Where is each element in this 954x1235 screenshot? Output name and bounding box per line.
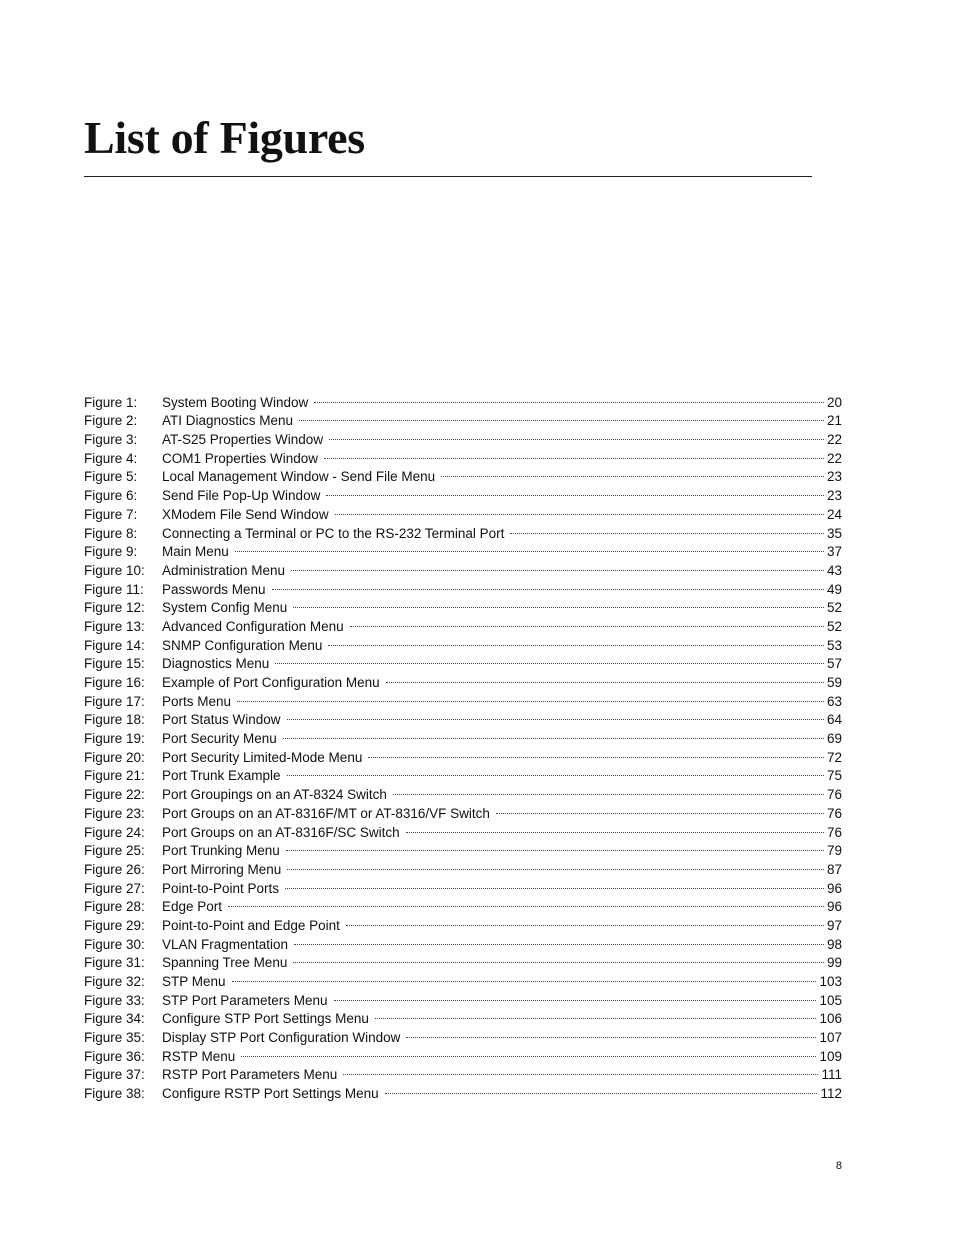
figure-page-number: 23 [826, 488, 842, 504]
figure-page-number: 22 [826, 432, 842, 448]
figure-title: Local Management Window - Send File Menu [162, 469, 436, 485]
figure-page-number: 105 [819, 992, 842, 1008]
title-divider [84, 176, 812, 177]
figure-number: Figure 31: [84, 955, 145, 971]
figure-page-number: 72 [826, 749, 842, 765]
figure-page-number: 76 [826, 824, 842, 840]
figure-number: Figure 2: [84, 413, 138, 429]
figure-number: Figure 8: [84, 525, 138, 541]
dot-leader [510, 519, 824, 538]
figure-page-number: 76 [826, 805, 842, 821]
figure-number: Figure 23: [84, 805, 145, 821]
figure-title: Configure STP Port Settings Menu [162, 1011, 369, 1027]
figure-title: Port Security Limited-Mode Menu [162, 749, 363, 765]
dot-leader [324, 444, 824, 463]
figure-page-number: 63 [826, 693, 842, 709]
figure-number: Figure 9: [84, 544, 138, 560]
figure-number: Figure 25: [84, 843, 145, 859]
figure-number: Figure 12: [84, 600, 145, 616]
figure-title: Point-to-Point and Edge Point [162, 917, 340, 933]
figure-number: Figure 30: [84, 936, 145, 952]
figure-number: Figure 21: [84, 768, 145, 784]
dot-leader [343, 1061, 818, 1080]
figure-title: XModem File Send Window [162, 506, 329, 522]
dot-leader [334, 986, 817, 1005]
figure-page-number: 52 [826, 618, 842, 634]
figure-number: Figure 32: [84, 974, 145, 989]
figure-page-number: 57 [826, 656, 842, 672]
figure-number: Figure 7: [84, 506, 138, 522]
figure-page-number: 87 [826, 861, 842, 877]
figure-number: Figure 33: [84, 992, 145, 1008]
figure-title: Connecting a Terminal or PC to the RS-232 Terminal Port [162, 525, 505, 541]
dot-leader [241, 1042, 816, 1061]
figure-title: Advanced Configuration Menu [162, 618, 344, 634]
figure-number: Figure 29: [84, 917, 145, 933]
figure-page-number: 37 [826, 544, 842, 560]
dot-leader [368, 743, 824, 762]
figure-number: Figure 19: [84, 731, 145, 747]
figure-page-number: 22 [826, 450, 842, 466]
figure-title: Port Trunking Menu [162, 843, 280, 859]
figure-page-number: 106 [819, 1011, 842, 1027]
figure-page-number: 59 [826, 675, 842, 690]
figure-title: ATI Diagnostics Menu [162, 413, 294, 429]
dot-leader [385, 1079, 818, 1098]
figure-number: Figure 22: [84, 787, 145, 803]
figure-title: Ports Menu [162, 693, 232, 709]
figure-title: Display STP Port Configuration Window [162, 1030, 401, 1046]
figure-title: System Booting Window [162, 394, 309, 410]
figure-page-number: 21 [826, 413, 842, 429]
dot-leader [346, 911, 824, 930]
figure-page-number: 96 [826, 880, 842, 896]
figure-number: Figure 17: [84, 693, 145, 709]
figure-number: Figure 10: [84, 562, 145, 578]
figure-page-number: 52 [826, 600, 842, 616]
figure-number: Figure 15: [84, 656, 145, 672]
dot-leader [406, 818, 824, 837]
figure-title: SNMP Configuration Menu [162, 637, 323, 653]
figure-title: Spanning Tree Menu [162, 955, 288, 971]
figure-number: Figure 16: [84, 675, 145, 690]
dot-leader [272, 575, 824, 594]
figure-page-number: 96 [826, 899, 842, 915]
figure-page-number: 24 [826, 506, 842, 522]
figure-page-number: 79 [826, 843, 842, 859]
figures-list [84, 388, 842, 1102]
figure-title: Diagnostics Menu [162, 656, 270, 672]
figure-title: Example of Port Configuration Menu [162, 675, 380, 690]
figure-title: Port Groupings on an AT-8324 Switch [162, 787, 387, 803]
figure-number: Figure 6: [84, 488, 138, 504]
figure-title: COM1 Properties Window [162, 450, 319, 466]
figure-number: Figure 26: [84, 861, 145, 877]
dot-leader [287, 855, 824, 874]
figure-title: Main Menu [162, 544, 229, 560]
figure-title: STP Menu [162, 974, 226, 989]
figure-title: Port Trunk Example [162, 768, 281, 784]
dot-leader [232, 967, 817, 986]
dot-leader [294, 930, 824, 949]
page-title: List of Figures [84, 112, 365, 163]
figure-page-number: 20 [826, 394, 842, 410]
figure-page-number: 64 [826, 712, 842, 728]
dot-leader [329, 425, 824, 444]
figure-title: Port Security Menu [162, 731, 277, 747]
figure-page-number: 76 [826, 787, 842, 803]
figure-entry[interactable] [84, 388, 842, 410]
figure-title: Port Mirroring Menu [162, 861, 282, 877]
figure-number: Figure 4: [84, 450, 138, 466]
dot-leader [283, 724, 824, 743]
dot-leader [328, 631, 824, 650]
dot-leader [386, 668, 824, 687]
figure-number: Figure 35: [84, 1030, 145, 1046]
dot-leader [441, 463, 824, 482]
figure-page-number: 35 [826, 525, 842, 541]
figure-title: Edge Port [162, 899, 223, 915]
dot-leader [350, 612, 824, 631]
figure-title: AT-S25 Properties Window [162, 432, 324, 448]
dot-leader [285, 874, 824, 893]
figure-page-number: 69 [826, 731, 842, 747]
dot-leader [228, 893, 824, 912]
figure-page-number: 23 [826, 469, 842, 485]
figure-title: Administration Menu [162, 562, 286, 578]
figure-page-number: 99 [826, 955, 842, 971]
figure-title: Send File Pop-Up Window [162, 488, 321, 504]
figure-title: VLAN Fragmentation [162, 936, 289, 952]
dot-leader [235, 538, 824, 557]
figure-number: Figure 3: [84, 432, 138, 448]
figure-number: Figure 11: [84, 581, 144, 597]
figure-title: System Config Menu [162, 600, 288, 616]
dot-leader [287, 762, 824, 781]
figure-number: Figure 18: [84, 712, 145, 728]
figure-page-number: 107 [819, 1030, 842, 1046]
page-number: 8 [835, 1160, 842, 1172]
dot-leader [406, 1023, 816, 1042]
dot-leader [496, 799, 824, 818]
figure-number: Figure 36: [84, 1048, 145, 1064]
figure-number: Figure 24: [84, 824, 145, 840]
figure-page-number: 53 [826, 637, 842, 653]
figure-number: Figure 1: [84, 394, 138, 410]
figure-number: Figure 5: [84, 469, 138, 485]
figure-title: Port Groups on an AT-8316F/SC Switch [162, 824, 400, 840]
dot-leader [291, 556, 824, 575]
dot-leader [314, 388, 824, 407]
figure-title: STP Port Parameters Menu [162, 992, 328, 1008]
figure-number: Figure 14: [84, 637, 145, 653]
figure-page-number: 112 [820, 1086, 842, 1102]
figure-page-number: 111 [821, 1067, 842, 1083]
figure-number: Figure 38: [84, 1086, 145, 1102]
figure-number: Figure 27: [84, 880, 145, 896]
figure-title: Port Status Window [162, 712, 281, 728]
figure-title: RSTP Menu [162, 1048, 236, 1064]
figure-page-number: 75 [826, 768, 842, 784]
dot-leader [393, 780, 824, 799]
figure-page-number: 97 [826, 917, 842, 933]
dot-leader [237, 687, 824, 706]
dot-leader [275, 650, 824, 669]
dot-leader [326, 481, 824, 500]
dot-leader [293, 594, 824, 613]
figure-page-number: 43 [826, 562, 842, 578]
dot-leader [335, 500, 824, 519]
figure-title: Port Groups on an AT-8316F/MT or AT-8316/VF Switch [162, 805, 490, 821]
dot-leader [375, 1005, 817, 1024]
figure-number: Figure 20: [84, 749, 145, 765]
figure-page-number: 49 [826, 581, 842, 597]
figure-number: Figure 28: [84, 899, 145, 915]
figure-title: RSTP Port Parameters Menu [162, 1067, 338, 1083]
figure-title: Configure RSTP Port Settings Menu [162, 1086, 379, 1102]
figure-page-number: 98 [826, 936, 842, 952]
figure-number: Figure 34: [84, 1011, 145, 1027]
figure-page-number: 103 [819, 974, 842, 989]
dot-leader [287, 706, 824, 725]
dot-leader [293, 949, 824, 968]
figure-title: Point-to-Point Ports [162, 880, 280, 896]
figure-number: Figure 13: [84, 618, 145, 634]
dot-leader [299, 407, 824, 426]
figure-page-number: 109 [819, 1048, 842, 1064]
figure-title: Passwords Menu [162, 581, 266, 597]
figure-number: Figure 37: [84, 1067, 145, 1083]
dot-leader [286, 837, 824, 856]
